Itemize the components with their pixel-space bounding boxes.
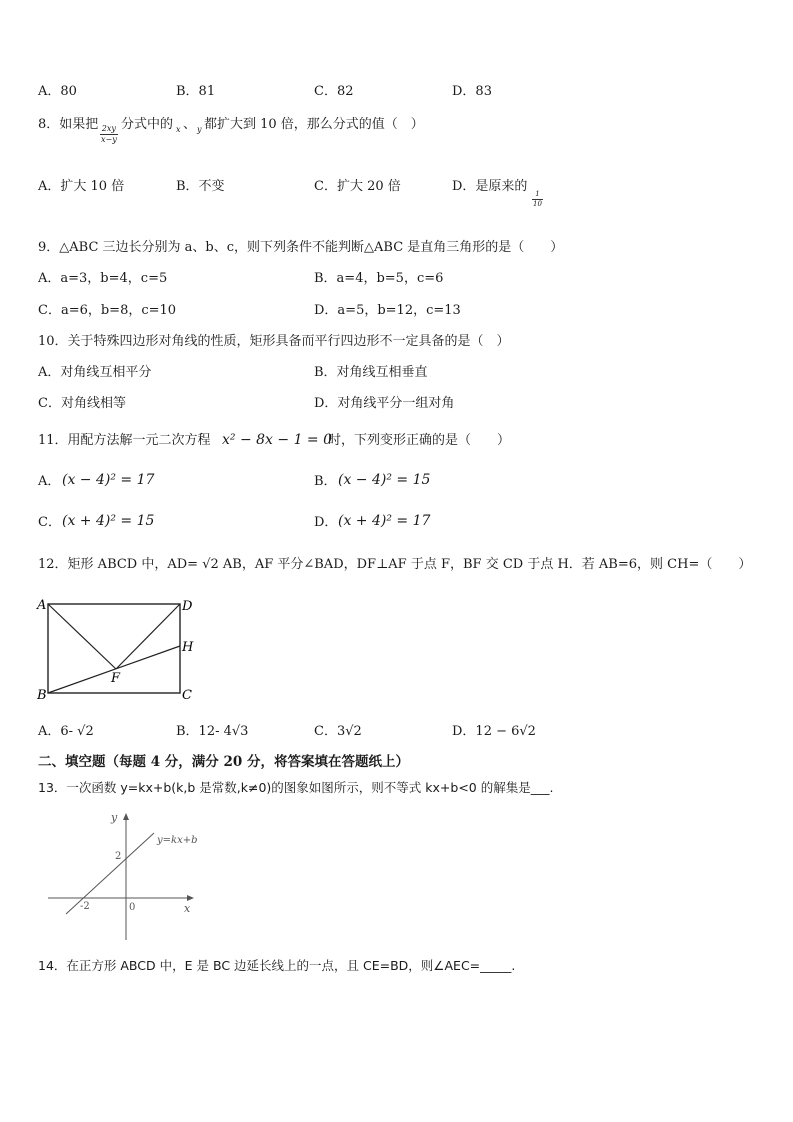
q8-fraction xyxy=(100,125,118,144)
q10-option-a: A．对角线互相平分 xyxy=(38,365,152,380)
q11-prefix: 11．用配方法解一元二次方程 xyxy=(38,433,211,448)
q7-option-d: D．83 xyxy=(452,84,492,99)
q7-option-b: B．81 xyxy=(176,84,216,99)
q8-var-y: y xyxy=(197,125,202,134)
q8-sep: 、 xyxy=(183,117,197,132)
y-axis-arrow-icon xyxy=(123,813,129,820)
q11-option-c-math: (x + 4)² = 15 xyxy=(62,513,155,529)
q12-text: 12．矩形 ABCD 中，AD= √2 AB，AF 平分∠BAD，DF⊥AF 于点 F，BF 交 CD 于点 H．若 AB=6，则 CH=（ ） xyxy=(38,557,752,572)
label-d: D xyxy=(182,599,193,614)
q13-text: 13．一次函数 y=kx+b(k,b 是常数,k≠0)的图象如图所示，则不等式 kx+b<0 的解集是___. xyxy=(38,780,554,795)
q7-option-c: C．82 xyxy=(314,84,354,99)
q12-option-d: D．12 − 6√2 xyxy=(452,724,536,739)
q11-option-a-math: (x − 4)² = 17 xyxy=(62,472,155,488)
q8-d-frac-den: 10 xyxy=(533,200,542,208)
label-b: B xyxy=(37,688,47,703)
q14-text: 14．在正方形 ABCD 中，E 是 BC 边延长线上的一点，且 CE=BD，则∠AEC=_____. xyxy=(38,958,516,973)
q8-option-d: D．是原来的 xyxy=(452,179,528,194)
y-axis-label: y xyxy=(111,811,118,824)
q10-option-c: C．对角线相等 xyxy=(38,396,126,411)
q10-text: 10．关于特殊四边形对角线的性质，矩形具备而平行四边形不一定具备的是（ ） xyxy=(38,334,510,349)
label-h: H xyxy=(182,640,194,655)
q8-suffix: 都扩大到 10 倍，那么分式的值（ ） xyxy=(204,117,424,132)
q8-option-a: A．扩大 10 倍 xyxy=(38,179,125,194)
q12-option-a: A．6- √2 xyxy=(38,724,94,739)
q9-option-d: D．a=5，b=12，c=13 xyxy=(314,303,461,318)
q8-mid: 分式中的 xyxy=(121,117,174,132)
q11-option-d-label: D． xyxy=(314,515,338,530)
q8-d-fraction xyxy=(532,191,543,208)
origin-label: 0 xyxy=(129,902,136,913)
q9-option-c: C．a=6，b=8，c=10 xyxy=(38,303,177,318)
q12-rectangle-figure xyxy=(30,596,210,704)
q10-option-b: B．对角线互相垂直 xyxy=(314,365,428,380)
q12-option-b: B．12- 4√3 xyxy=(176,724,249,739)
q8-var-x: x xyxy=(176,125,181,134)
section-heading: 二、填空题（每题 4 分，满分 20 分，将答案填在答题纸上） xyxy=(38,754,409,770)
x-intercept-label: -2 xyxy=(80,901,90,912)
q11-option-b-math: (x − 4)² = 15 xyxy=(338,472,431,488)
segment-af xyxy=(48,604,116,669)
label-c: C xyxy=(182,688,192,703)
q11-option-a-label: A． xyxy=(38,474,61,489)
label-a: A xyxy=(37,598,47,613)
q8-frac-den: x−y xyxy=(101,135,117,144)
q8-option-c: C．扩大 20 倍 xyxy=(314,179,401,194)
q9-option-a: A．a=3，b=4，c=5 xyxy=(38,271,168,286)
q11-suffix: 时，下列变形正确的是（ ） xyxy=(328,433,511,448)
q7-option-a: A．80 xyxy=(38,84,77,99)
q13-graph xyxy=(44,806,204,944)
q8-prefix: 8．如果把 xyxy=(38,117,99,132)
q9-option-b: B．a=4，b=5，c=6 xyxy=(314,271,444,286)
line-equation-label: y=kx+b xyxy=(157,835,198,846)
q8-d-frac-num: 1 xyxy=(532,191,543,200)
x-axis-arrow-icon xyxy=(187,895,194,901)
q8-option-b: B．不变 xyxy=(176,179,225,194)
q8-frac-num: 2xy xyxy=(101,124,116,133)
q10-option-d: D．对角线平分一组对角 xyxy=(314,396,455,411)
q11-option-c-label: C． xyxy=(38,515,61,530)
q11-option-b-label: B． xyxy=(314,474,337,489)
q11-option-d-math: (x + 4)² = 17 xyxy=(338,513,431,529)
q9-text: 9．△ABC 三边长分别为 a、b、c，则下列条件不能判断△ABC 是直角三角形的是（ ） xyxy=(38,240,564,255)
q12-option-c: C．3√2 xyxy=(314,724,362,739)
q11-equation: x² − 8x − 1 = 0 xyxy=(222,432,333,448)
label-f: F xyxy=(111,671,121,686)
segment-df xyxy=(116,604,180,669)
x-axis-label: x xyxy=(184,902,191,915)
y-intercept-label: 2 xyxy=(115,851,122,862)
